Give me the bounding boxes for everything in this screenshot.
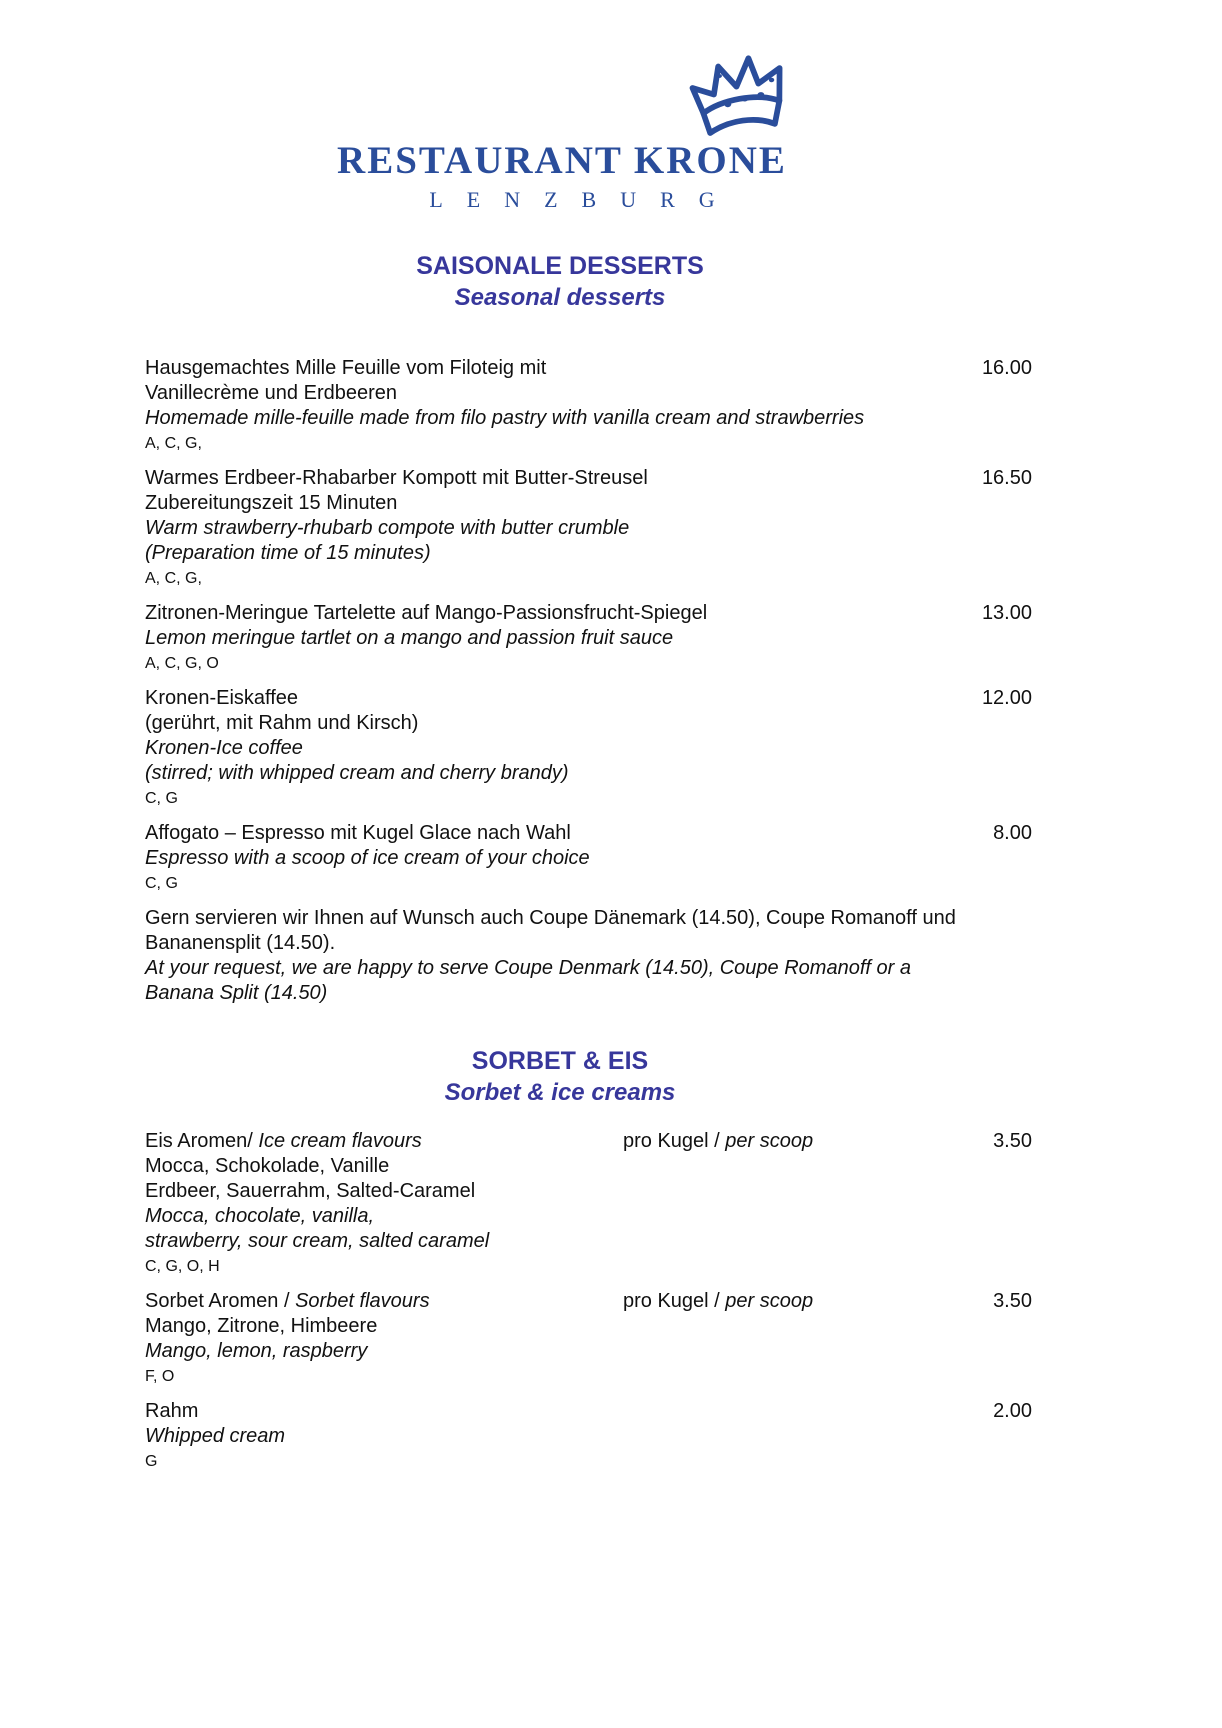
text-run: Sorbet Aromen / [145,1290,296,1312]
item-header-row [145,821,1032,846]
item-price: 13.00 [981,602,1032,624]
item-price: 2.00 [993,1400,1032,1422]
item-name [145,687,298,709]
text-run: pro Kugel / [623,1290,726,1312]
item-line: Espresso with a scoop of ice cream of your choice [145,847,590,869]
item-line: Vanillecrème und Erdbeeren [145,382,398,404]
menu-item [145,686,1032,811]
allergen-codes: F, O [145,1368,175,1385]
section-sorbet-heading [0,1046,1120,1108]
item-line: Lemon meringue tartlet on a mango and passion fruit sauce [145,627,674,649]
item-price: 16.00 [981,357,1032,379]
section-title-de: SAISONALE DESSERTS [416,252,704,280]
sorbet-item-list [145,1129,1032,1474]
allergen-codes: A, C, G, [145,570,202,587]
allergen-codes: C, G, O, H [145,1258,220,1275]
item-line: Kronen-Ice coffee [145,737,303,759]
text-run: Warmes Erdbeer-Rhabarber Kompott mit Butter-Streusel [145,467,648,489]
item-price: 8.00 [993,822,1032,844]
item-unit [623,1289,813,1314]
item-price: 12.00 [981,687,1032,709]
text-run: Rahm [145,1400,199,1422]
item-name [145,1290,430,1312]
item-line: (Preparation time of 15 minutes) [145,542,431,564]
note-line: Gern servieren wir Ihnen auf Wunsch auch Coupe Dänemark (14.50), Coupe Romanoff und [145,907,956,929]
item-line: strawberry, sour cream, salted caramel [145,1230,490,1252]
menu-item [145,466,1032,591]
menu-item [145,1129,1032,1279]
item-name [145,357,546,379]
item-line: Whipped cream [145,1425,286,1447]
coupe-note [145,906,1032,1006]
item-header-row [145,1399,1032,1424]
item-price: 16.50 [981,467,1032,489]
text-run: pro Kugel / [623,1130,726,1152]
note-line: Banana Split (14.50) [145,982,328,1004]
item-price: 3.50 [993,1290,1032,1312]
menu-item [145,1289,1032,1389]
menu-item [145,1399,1032,1474]
item-name [145,822,571,844]
item-line: Mocca, Schokolade, Vanille [145,1155,390,1177]
section-title-en: Sorbet & ice creams [444,1079,676,1106]
menu-item [145,601,1032,676]
crown-icon [684,51,794,144]
text-run: Ice cream flavours [258,1130,422,1152]
section-desserts-heading [0,251,1120,313]
item-line: Warm strawberry-rhubarb compote with butter crumble [145,517,630,539]
item-line: Zubereitungszeit 15 Minuten [145,492,398,514]
text-run: Zitronen-Meringue Tartelette auf Mango-Passionsfrucht-Spiegel [145,602,708,624]
item-line: Mango, lemon, raspberry [145,1340,368,1362]
item-name [145,467,648,489]
item-unit [623,1129,813,1154]
section-title-de: SORBET & EIS [471,1047,649,1075]
text-run: per scoop [725,1130,814,1152]
item-header-row [145,686,1032,711]
restaurant-name: RESTAURANT KRONE [337,139,787,182]
item-price: 3.50 [993,1130,1032,1152]
item-name [145,1130,422,1152]
item-line: Erdbeer, Sauerrahm, Salted-Caramel [145,1180,476,1202]
item-header-row [145,466,1032,491]
item-name [145,1400,198,1422]
allergen-codes: A, C, G, [145,435,202,452]
item-line: Mango, Zitrone, Himbeere [145,1315,378,1337]
allergen-codes: A, C, G, O [145,655,219,672]
allergen-codes: C, G [145,875,178,892]
item-header-row [145,1129,1032,1154]
allergen-codes: C, G [145,790,178,807]
text-run: Sorbet flavours [295,1290,430,1312]
item-line: (gerührt, mit Rahm und Kirsch) [145,712,419,734]
item-line: Mocca, chocolate, vanilla, [145,1205,375,1227]
text-run: Eis Aromen/ [145,1130,259,1152]
menu-item [145,356,1032,456]
note-line: At your request, we are happy to serve Coupe Denmark (14.50), Coupe Romanoff or a [145,957,911,979]
menu-item [145,821,1032,896]
item-name [145,602,707,624]
item-header-row [145,356,1032,381]
note-line: Bananensplit (14.50). [145,932,336,954]
dessert-items-column [145,356,1032,1006]
allergen-codes: G [145,1453,158,1470]
item-line: Homemade mille-feuille made from filo pastry with vanilla cream and strawberries [145,407,865,429]
section-title-en: Seasonal desserts [454,284,666,311]
text-run: Affogato – Espresso mit Kugel Glace nach Wahl [145,822,571,844]
item-line: (stirred; with whipped cream and cherry brandy) [145,762,569,784]
text-run: per scoop [725,1290,814,1312]
text-run: Hausgemachtes Mille Feuille vom Filoteig mit [145,357,547,379]
sorbet-items-column [145,1129,1032,1484]
text-run: Kronen-Eiskaffee [145,687,299,709]
item-header-row [145,1289,1032,1314]
dessert-item-list [145,356,1032,896]
restaurant-city: LENZBURG [429,187,739,212]
item-header-row [145,601,1032,626]
